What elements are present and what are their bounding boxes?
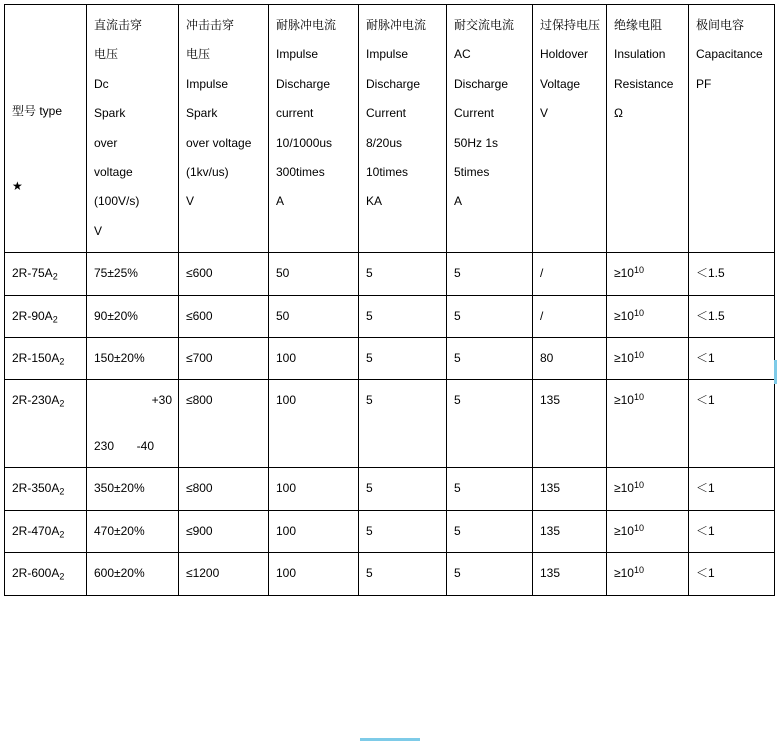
table-body xyxy=(5,253,775,595)
header-line: 10/1000us xyxy=(276,135,333,150)
header-line: V xyxy=(94,223,103,238)
right-accent-bar xyxy=(774,360,777,384)
header-line: Discharge xyxy=(454,76,509,91)
header-line: V xyxy=(540,106,549,121)
table-row xyxy=(5,510,775,552)
header-line: 绝缘电阻 xyxy=(614,18,663,32)
cell-ac-discharge: 5 xyxy=(447,253,533,295)
cell-impulse-discharge-a: 50 xyxy=(269,295,359,337)
specification-table xyxy=(4,4,775,596)
cell-ac-discharge: 5 xyxy=(447,510,533,552)
cell-model xyxy=(5,468,87,510)
model-text: 2R-600A xyxy=(12,566,60,581)
cell-impulse-discharge-a: 100 xyxy=(269,380,359,468)
table-row xyxy=(5,380,775,468)
cell-impulse-discharge-ka: 5 xyxy=(359,338,447,380)
header-line: Spark xyxy=(94,106,126,121)
header-cell-holdover-voltage xyxy=(533,5,607,253)
header-line: 耐脉冲电流 xyxy=(366,18,427,32)
header-line: A xyxy=(454,194,463,209)
header-line: A xyxy=(276,194,285,209)
dc-spark-tolerance-upper: +30 xyxy=(151,393,172,408)
header-line: 直流击穿 xyxy=(94,18,143,32)
model-subscript: 2 xyxy=(52,271,58,282)
cell-ac-discharge: 5 xyxy=(447,553,533,595)
cell-impulse-spark: ≤600 xyxy=(179,253,269,295)
insulation-text: ≥10 xyxy=(614,308,634,323)
cell-dc-spark: 470±20% xyxy=(87,510,179,552)
cell-model xyxy=(5,553,87,595)
header-line: (100V/s) xyxy=(94,194,140,209)
model-text: 2R-350A xyxy=(12,481,60,496)
insulation-exponent: 10 xyxy=(633,350,644,360)
header-line: 极间电容 xyxy=(696,18,745,32)
table-row xyxy=(5,468,775,510)
cell-holdover: 80 xyxy=(533,338,607,380)
header-line: (1kv/us) xyxy=(186,164,229,179)
header-line: Insulation xyxy=(614,47,666,62)
header-cell-type xyxy=(5,5,87,253)
cell-holdover: 135 xyxy=(533,468,607,510)
cell-model xyxy=(5,338,87,380)
cell-impulse-spark: ≤600 xyxy=(179,295,269,337)
cell-model xyxy=(5,253,87,295)
cell-ac-discharge: 5 xyxy=(447,380,533,468)
model-subscript: 2 xyxy=(52,313,58,324)
header-line: PF xyxy=(696,76,712,91)
cell-impulse-discharge-a: 100 xyxy=(269,553,359,595)
cell-insulation xyxy=(607,510,689,552)
cell-dc-spark: 90±20% xyxy=(87,295,179,337)
header-cell-insulation-resistance xyxy=(607,5,689,253)
insulation-exponent: 10 xyxy=(633,265,644,276)
cell-model xyxy=(5,510,87,552)
header-line: Discharge xyxy=(276,76,331,91)
header-line: over voltage xyxy=(186,135,252,150)
cell-impulse-discharge-a: 100 xyxy=(269,510,359,552)
cell-capacitance: ＜1 xyxy=(689,510,775,552)
header-line: 冲击击穿 xyxy=(186,18,235,32)
insulation-exponent: 10 xyxy=(633,392,644,403)
cell-dc-spark: 350±20% xyxy=(87,468,179,510)
cell-impulse-spark: ≤1200 xyxy=(179,553,269,595)
header-line: Spark xyxy=(186,106,218,121)
cell-insulation xyxy=(607,380,689,468)
header-cell-impulse-discharge-current-ka xyxy=(359,5,447,253)
model-text: 2R-75A xyxy=(12,266,53,281)
cell-impulse-spark: ≤800 xyxy=(179,380,269,468)
header-line: 8/20us xyxy=(366,135,403,150)
dc-spark-tolerance-lower: -40 xyxy=(136,438,154,453)
insulation-text: ≥10 xyxy=(614,566,634,581)
header-line: AC xyxy=(454,47,471,62)
insulation-text: ≥10 xyxy=(614,266,634,281)
bottom-accent-bar xyxy=(360,738,420,741)
header-line: Holdover xyxy=(540,47,589,62)
header-cell-dc-spark-voltage xyxy=(87,5,179,253)
header-line: voltage xyxy=(94,164,133,179)
cell-dc-spark: 75±25% xyxy=(87,253,179,295)
cell-ac-discharge: 5 xyxy=(447,295,533,337)
cell-capacitance: ＜1 xyxy=(689,468,775,510)
header-line: 50Hz 1s xyxy=(454,135,499,150)
header-line: V xyxy=(186,194,195,209)
model-subscript: 2 xyxy=(59,486,65,497)
cell-impulse-spark: ≤700 xyxy=(179,338,269,380)
cell-model xyxy=(5,380,87,468)
insulation-text: ≥10 xyxy=(614,351,634,366)
cell-capacitance: ＜1.5 xyxy=(689,295,775,337)
header-line: over xyxy=(94,135,118,150)
insulation-text: ≥10 xyxy=(614,481,634,496)
header-line: Current xyxy=(366,106,407,121)
header-line: Impulse xyxy=(366,47,409,62)
cell-dc-spark xyxy=(87,380,179,468)
header-cell-impulse-spark-voltage xyxy=(179,5,269,253)
cell-model xyxy=(5,295,87,337)
insulation-exponent: 10 xyxy=(633,565,644,576)
header-line: 300times xyxy=(276,164,325,179)
cell-impulse-discharge-a: 100 xyxy=(269,468,359,510)
header-line: Ω xyxy=(614,106,623,121)
header-line: Resistance xyxy=(614,76,674,91)
header-cell-capacitance xyxy=(689,5,775,253)
header-line: KA xyxy=(366,194,383,209)
header-line: Current xyxy=(454,106,495,121)
cell-impulse-discharge-ka: 5 xyxy=(359,295,447,337)
header-line: 耐交流电流 xyxy=(454,18,515,32)
header-line: Voltage xyxy=(540,76,581,91)
table-row xyxy=(5,253,775,295)
header-line: Impulse xyxy=(186,76,229,91)
cell-holdover: / xyxy=(533,295,607,337)
header-type-label: 型号 type xyxy=(12,104,63,118)
insulation-exponent: 10 xyxy=(633,307,644,318)
insulation-exponent: 10 xyxy=(633,522,644,533)
cell-impulse-discharge-ka: 5 xyxy=(359,468,447,510)
header-line: Capacitance xyxy=(696,47,763,62)
cell-capacitance: ＜1 xyxy=(689,380,775,468)
header-line: 电压 xyxy=(186,47,211,62)
cell-capacitance: ＜1 xyxy=(689,553,775,595)
cell-impulse-discharge-a: 50 xyxy=(269,253,359,295)
header-line: Impulse xyxy=(276,47,319,62)
cell-insulation xyxy=(607,553,689,595)
header-line: Dc xyxy=(94,76,109,91)
cell-capacitance: ＜1.5 xyxy=(689,253,775,295)
cell-impulse-discharge-ka: 5 xyxy=(359,380,447,468)
header-cell-impulse-discharge-current-a xyxy=(269,5,359,253)
table-header xyxy=(5,5,775,253)
cell-impulse-discharge-a: 100 xyxy=(269,338,359,380)
model-subscript: 2 xyxy=(59,398,65,409)
header-line: 5times xyxy=(454,164,490,179)
model-subscript: 2 xyxy=(59,528,65,539)
header-line: 电压 xyxy=(94,47,119,62)
star-icon: ★ xyxy=(12,179,23,194)
model-text: 2R-470A xyxy=(12,523,60,538)
cell-impulse-discharge-ka: 5 xyxy=(359,253,447,295)
cell-holdover: / xyxy=(533,253,607,295)
cell-holdover: 135 xyxy=(533,380,607,468)
cell-holdover: 135 xyxy=(533,553,607,595)
header-row xyxy=(5,5,775,253)
table-row xyxy=(5,295,775,337)
model-text: 2R-230A xyxy=(12,393,60,408)
cell-impulse-discharge-ka: 5 xyxy=(359,510,447,552)
model-text: 2R-150A xyxy=(12,351,60,365)
header-cell-ac-discharge-current xyxy=(447,5,533,253)
header-line: 过保持电压 xyxy=(540,18,601,32)
model-subscript: 2 xyxy=(59,356,65,367)
model-subscript: 2 xyxy=(59,571,65,582)
dc-spark-nominal: 230 xyxy=(94,438,115,453)
cell-ac-discharge: 5 xyxy=(447,338,533,380)
cell-insulation xyxy=(607,468,689,510)
cell-dc-spark: 150±20% xyxy=(87,338,179,380)
cell-impulse-discharge-ka: 5 xyxy=(359,553,447,595)
insulation-text: ≥10 xyxy=(614,393,634,408)
cell-insulation xyxy=(607,338,689,380)
table-row xyxy=(5,338,775,380)
insulation-exponent: 10 xyxy=(633,480,644,491)
cell-impulse-spark: ≤800 xyxy=(179,468,269,510)
cell-capacitance: ＜1 xyxy=(689,338,775,380)
table-row xyxy=(5,553,775,595)
cell-impulse-spark: ≤900 xyxy=(179,510,269,552)
cell-insulation xyxy=(607,253,689,295)
header-line: 10times xyxy=(366,164,409,179)
model-text: 2R-90A xyxy=(12,308,53,323)
header-line: Discharge xyxy=(366,76,421,91)
cell-holdover: 135 xyxy=(533,510,607,552)
cell-dc-spark: 600±20% xyxy=(87,553,179,595)
header-line: current xyxy=(276,106,314,121)
cell-ac-discharge: 5 xyxy=(447,468,533,510)
cell-insulation xyxy=(607,295,689,337)
header-line: 耐脉冲电流 xyxy=(276,18,337,32)
insulation-text: ≥10 xyxy=(614,523,634,538)
